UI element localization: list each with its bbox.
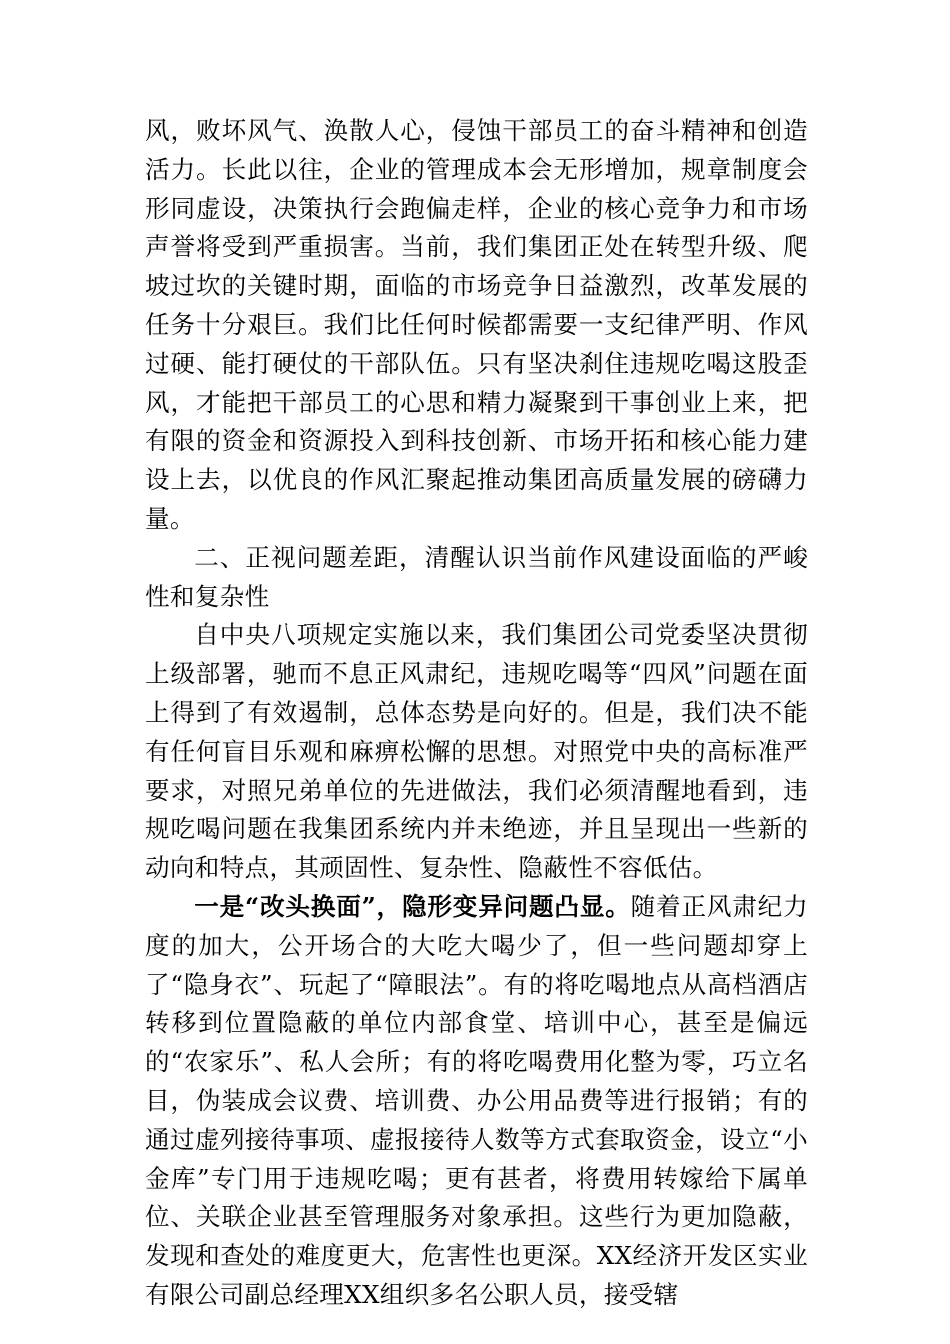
section-heading: 二、正视问题差距，清醒认识当前作风建设面临的严峻性和复杂性 [145,542,808,611]
body-paragraph: 风，败坏风气、涣散人心，侵蚀干部员工的奋斗精神和创造活力。长此以往，企业的管理成本会无形增加，规章制度会形同虚设，决策执行会跑偏走样，企业的核心竞争力和市场声誉将受到严重损害。当前，我们集团正处在转型升级、爬坡过坎的关键时期，面临的市场竞争日益激烈，改革发展的任务十分艰巨。我们比任何时候都需要一支纪律严明、作风过硬、能打硬仗的干部队伍。只有坚决刹住违规吃喝这股歪风，才能把干部员工的心思和精力凝聚到干事创业上来，把有限的资金和资源投入到科技创新、市场开拓和核心能力建设上去，以优良的作风汇聚起推动集团高质量发展的磅礴力量。 [145,116,808,533]
paragraph-lead: 一是“改头换面”，隐形变异问题凸显。 [194,891,631,921]
body-paragraph: 自中央八项规定实施以来，我们集团公司党委坚决贯彻上级部署，驰而不息正风肃纪，违规吃喝等“四风”问题在面上得到了有效遏制，总体态势是向好的。但是，我们决不能有任何盲目乐观和麻痹松懈的思想。对照党中央的高标准严要求，对照兄弟单位的先进做法，我们必须清醒地看到，违规吃喝问题在我集团系统内并未绝迹，并且呈现出一些新的动向和特点，其顽固性、复杂性、隐蔽性不容低估。 [145,620,808,883]
body-paragraph [145,888,808,1315]
document-page [145,112,808,1315]
paragraph-body: 随着正风肃纪力度的加大，公开场合的大吃大喝少了，但一些问题却穿上了“隐身衣”、玩起了“障眼法”。有的将吃喝地点从高档酒店转移到位置隐蔽的单位内部食堂、培训中心，甚至是偏远的“农家乐”、私人会所；有的将吃喝费用化整为零，巧立名目，伪装成会议费、培训费、办公用品费等进行报销；有的通过虚列接待事项、虚报接待人数等方式套取资金，设立“小金库”专门用于违规吃喝；更有甚者，将费用转嫁给下属单位、关联企业甚至管理服务对象承担。这些行为更加隐蔽，发现和查处的难度更大，危害性也更深。XX经济开发区实业有限公司副总经理XX组织多名公职人员，接受辖 [145,891,808,1309]
